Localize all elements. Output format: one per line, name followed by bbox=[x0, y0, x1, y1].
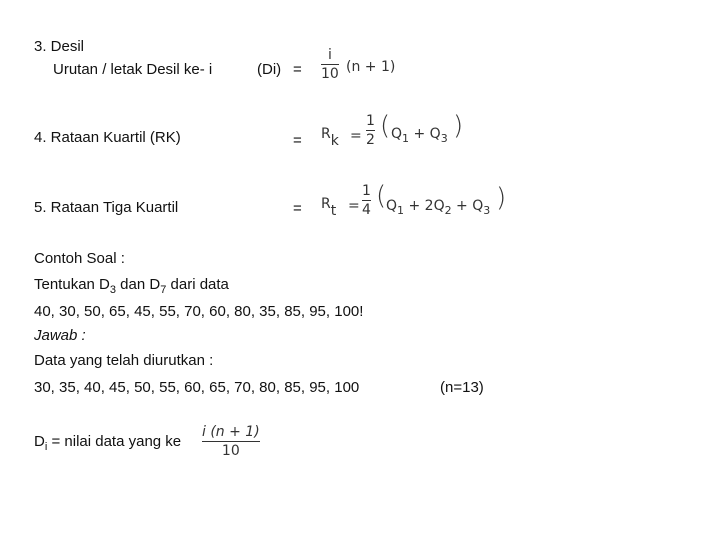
item3-equals: = bbox=[293, 61, 302, 78]
formula-di-rest: = nilai data yang ke bbox=[47, 433, 182, 450]
item5-paren-close: ) bbox=[496, 183, 507, 213]
item4-lhs-sub: k bbox=[330, 133, 339, 149]
item4-q3-sub: 3 bbox=[440, 132, 448, 145]
item5-lhs-sub: t bbox=[330, 203, 337, 219]
example-task bbox=[34, 276, 229, 294]
example-task-b: dan D bbox=[116, 276, 161, 293]
item4-label: 4. Rataan Kuartil (RK) bbox=[34, 129, 181, 146]
item4-lhs bbox=[321, 125, 339, 149]
example-task-a: Tentukan D bbox=[34, 276, 110, 293]
item4-terms bbox=[391, 125, 448, 143]
formula-di-frac-den: 10 bbox=[221, 443, 240, 459]
item3-tail: (n + 1) bbox=[346, 59, 396, 75]
item3-frac-den: 10 bbox=[321, 66, 339, 82]
item4-q3: Q bbox=[429, 126, 441, 142]
item5-frac-num: 1 bbox=[362, 183, 371, 199]
example-task-sub1: 3 bbox=[109, 284, 117, 296]
item4-equals: = bbox=[293, 132, 302, 149]
example-sorted-label: Data yang telah diurutkan : bbox=[34, 352, 214, 369]
example-task-sub2: 7 bbox=[160, 284, 167, 296]
example-answer-label: Jawab : bbox=[34, 327, 86, 344]
item4-frac-den: 2 bbox=[366, 132, 375, 148]
item5-lhs bbox=[321, 195, 337, 219]
item4-eq2: = bbox=[350, 128, 362, 144]
item5-lhs-r: R bbox=[321, 196, 331, 212]
item4-frac-bar bbox=[366, 130, 375, 131]
example-n-note: (n=13) bbox=[440, 379, 484, 396]
formula-di-frac-bar bbox=[202, 441, 260, 442]
item5-q1: Q bbox=[386, 198, 398, 214]
item5-frac-den: 4 bbox=[362, 202, 371, 218]
item5-plus1: + 2Q bbox=[408, 198, 445, 214]
item5-frac-bar bbox=[362, 200, 371, 201]
item5-q3-sub: 3 bbox=[483, 204, 491, 217]
item5-fraction bbox=[362, 183, 371, 218]
formula-di-lhs: D bbox=[34, 433, 45, 450]
item4-fraction bbox=[366, 113, 375, 148]
item3-label: Urutan / letak Desil ke- i bbox=[53, 61, 213, 78]
item4-paren-close: ) bbox=[453, 111, 464, 141]
item5-paren-open: ( bbox=[376, 181, 387, 211]
example-sorted-data: 30, 35, 40, 45, 50, 55, 60, 65, 70, 80, 85, 95, 100 bbox=[34, 379, 360, 396]
item4-frac-num: 1 bbox=[366, 113, 375, 129]
item4-lhs-r: R bbox=[321, 126, 331, 142]
item3-frac-bar bbox=[321, 64, 339, 65]
item5-label: 5. Rataan Tiga Kuartil bbox=[34, 199, 179, 216]
example-title: Contoh Soal : bbox=[34, 250, 125, 267]
formula-di-fraction bbox=[202, 424, 260, 459]
item3-symbol: (Di) bbox=[257, 61, 282, 78]
item3-fraction bbox=[321, 47, 339, 82]
item3-heading: 3. Desil bbox=[34, 38, 85, 55]
example-task-c: dari data bbox=[166, 276, 229, 293]
example-data-raw: 40, 30, 50, 65, 45, 55, 70, 60, 80, 35, 85, 95, 100! bbox=[34, 303, 364, 320]
item5-q1-sub: 1 bbox=[397, 204, 405, 217]
item5-terms bbox=[386, 197, 490, 215]
formula-di-lhs-sub: i bbox=[44, 441, 48, 453]
item5-equals: = bbox=[293, 200, 302, 217]
item4-q1-sub: 1 bbox=[402, 132, 410, 145]
item4-plus: + bbox=[413, 126, 426, 142]
item5-q2-sub: 2 bbox=[444, 204, 452, 217]
formula-di-frac-num: i (n + 1) bbox=[202, 424, 260, 440]
item5-eq2: = bbox=[348, 198, 360, 214]
formula-di-text bbox=[34, 433, 181, 451]
item3-frac-num: i bbox=[327, 47, 332, 63]
item4-paren-open: ( bbox=[380, 111, 391, 141]
item4-q1: Q bbox=[391, 126, 403, 142]
item5-plus2: + Q bbox=[456, 198, 484, 214]
